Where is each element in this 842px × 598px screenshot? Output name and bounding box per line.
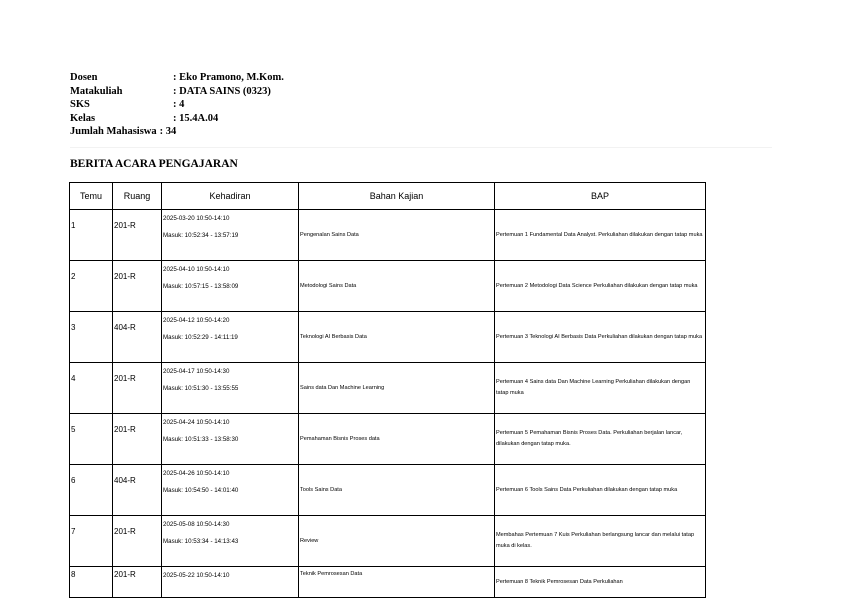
cell-temu: 4 xyxy=(70,363,113,414)
kehadiran-jadwal: 2025-04-12 10:50-14:20 xyxy=(163,317,230,324)
info-label: Jumlah Mahasiswa xyxy=(70,126,157,138)
cell-bahan-kajian: Pemahaman Bisnis Proses data xyxy=(299,414,495,465)
cell-temu: 5 xyxy=(70,414,113,465)
cell-ruang: 201-R xyxy=(113,363,162,414)
kehadiran-masuk: Masuk: 10:53:34 - 14:13:43 xyxy=(163,538,239,545)
section-title: BERITA ACARA PENGAJARAN xyxy=(70,158,238,170)
table-row xyxy=(70,414,706,465)
kehadiran-masuk: Masuk: 10:54:50 - 14:01:40 xyxy=(163,487,239,494)
kehadiran-masuk: Masuk: 10:57:15 - 13:58:09 xyxy=(163,283,239,290)
header-ruang: Ruang xyxy=(113,183,162,210)
kehadiran-masuk: Masuk: 10:52:34 - 13:57:19 xyxy=(163,232,239,239)
table-row xyxy=(70,516,706,567)
cell-bap: Pertemuan 1 Fundamental Data Analyst. Perkuliahan dilakukan dengan tatap muka xyxy=(495,210,706,261)
info-row-jumlah-mahasiswa xyxy=(70,125,284,139)
cell-bap: Membahas Pertemuan 7 Kuis Perkuliahan berlangsung lancar dan melalui tatap muka di kelas. xyxy=(495,516,706,567)
info-row-sks xyxy=(70,98,284,112)
info-label: SKS xyxy=(70,99,90,111)
cell-kehadiran xyxy=(162,363,299,414)
cell-kehadiran xyxy=(162,414,299,465)
cell-ruang: 201-R xyxy=(113,567,162,598)
cell-ruang: 201-R xyxy=(113,210,162,261)
cell-kehadiran xyxy=(162,312,299,363)
cell-ruang: 201-R xyxy=(113,261,162,312)
info-row-matakuliah xyxy=(70,85,284,99)
kehadiran-jadwal: 2025-04-26 10:50-14:10 xyxy=(163,470,230,477)
cell-temu: 3 xyxy=(70,312,113,363)
cell-temu: 7 xyxy=(70,516,113,567)
cell-bahan-kajian: Review xyxy=(299,516,495,567)
header-kehadiran: Kehadiran xyxy=(162,183,299,210)
berita-acara-table xyxy=(69,182,706,598)
info-value: : DATA SAINS (0323) xyxy=(173,85,271,97)
table-row xyxy=(70,312,706,363)
table-row xyxy=(70,363,706,414)
kehadiran-jadwal: 2025-04-17 10:50-14:30 xyxy=(163,368,230,375)
info-row-dosen xyxy=(70,71,284,85)
kehadiran-jadwal: 2025-04-10 10:50-14:10 xyxy=(163,266,230,273)
cell-bap: Pertemuan 6 Tools Sains Data Perkuliahan dilakukan dengan tatap muka xyxy=(495,465,706,516)
cell-bahan-kajian: Pengenalan Sains Data xyxy=(299,210,495,261)
info-value: : 34 xyxy=(159,126,177,138)
cell-ruang: 404-R xyxy=(113,312,162,363)
info-row-kelas xyxy=(70,112,284,126)
cell-ruang: 201-R xyxy=(113,516,162,567)
cell-ruang: 201-R xyxy=(113,414,162,465)
cell-bap: Pertemuan 2 Metodologi Data Science Perkuliahan dilakukan dengan tatap muka xyxy=(495,261,706,312)
kehadiran-jadwal: 2025-04-24 10:50-14:10 xyxy=(163,419,230,426)
header-bahan-kajian: Bahan Kajian xyxy=(299,183,495,210)
cell-bahan-kajian: Metodologi Sains Data xyxy=(299,261,495,312)
cell-bap: Pertemuan 3 Teknologi AI Berbasis Data Perkuliahan dilakukan dengan tatap muka xyxy=(495,312,706,363)
course-info xyxy=(70,71,284,139)
info-label: Kelas xyxy=(70,112,96,124)
cell-bahan-kajian: Tools Sains Data xyxy=(299,465,495,516)
info-value: : Eko Pramono, M.Kom. xyxy=(173,72,284,83)
cell-temu: 1 xyxy=(70,210,113,261)
table-row xyxy=(70,261,706,312)
kehadiran-jadwal: 2025-03-20 10:50-14:10 xyxy=(163,215,230,222)
info-label: Dosen xyxy=(70,72,98,83)
cell-bap: Pertemuan 5 Pemahaman Bisnis Proses Data. Perkuliahan berjalan lancar, dilakukan dengan tatap muka. xyxy=(495,414,706,465)
info-value: : 4 xyxy=(173,99,185,111)
kehadiran-masuk: Masuk: 10:51:33 - 13:58:30 xyxy=(163,436,239,443)
cell-bap: Pertemuan 4 Sains data Dan Machine Learning Perkuliahan dilakukan dengan tatap muka xyxy=(495,363,706,414)
kehadiran-jadwal: 2025-05-08 10:50-14:30 xyxy=(163,521,230,528)
cell-kehadiran xyxy=(162,261,299,312)
cell-kehadiran xyxy=(162,516,299,567)
cell-bahan-kajian: Teknologi AI Berbasis Data xyxy=(299,312,495,363)
cell-temu: 6 xyxy=(70,465,113,516)
kehadiran-masuk: Masuk: 10:51:30 - 13:55:55 xyxy=(163,385,239,392)
kehadiran-jadwal: 2025-05-22 10:50-14:10 xyxy=(163,572,230,579)
cell-temu: 2 xyxy=(70,261,113,312)
cell-kehadiran xyxy=(162,210,299,261)
table-row xyxy=(70,567,706,598)
section-divider xyxy=(70,147,772,148)
info-value: : 15.4A.04 xyxy=(173,112,219,124)
cell-bahan-kajian: Teknik Pemrosesan Data xyxy=(299,567,495,598)
table-header-row xyxy=(70,183,706,210)
table-row xyxy=(70,210,706,261)
info-label: Matakuliah xyxy=(70,85,123,97)
kehadiran-masuk: Masuk: 10:52:29 - 14:11:19 xyxy=(163,334,238,341)
table-row xyxy=(70,465,706,516)
cell-kehadiran xyxy=(162,567,299,598)
cell-bap: Pertemuan 8 Teknik Pemrosesan Data Perkuliahan xyxy=(495,567,706,598)
cell-temu: 8 xyxy=(70,567,113,598)
header-temu: Temu xyxy=(70,183,113,210)
header-bap: BAP xyxy=(495,183,706,210)
cell-bahan-kajian: Sains data Dan Machine Learning xyxy=(299,363,495,414)
cell-kehadiran xyxy=(162,465,299,516)
cell-ruang: 404-R xyxy=(113,465,162,516)
